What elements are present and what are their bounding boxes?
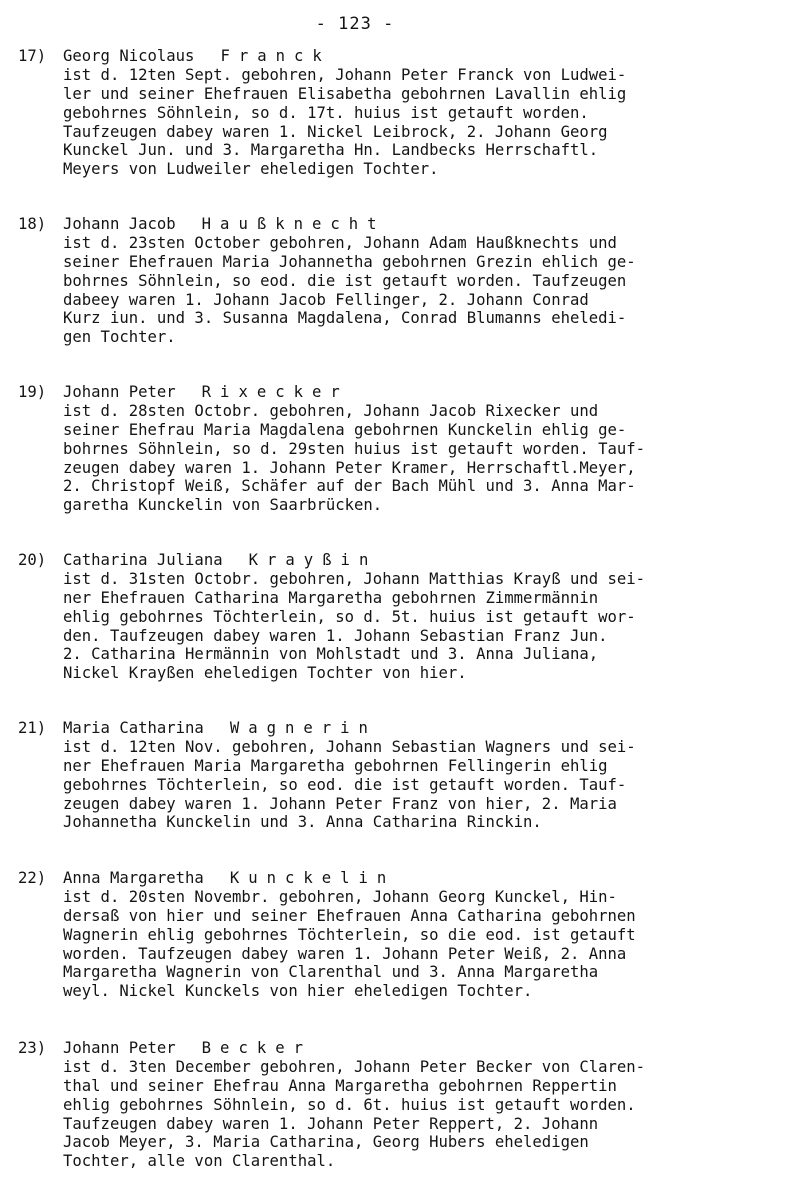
- entry-text: [18, 66, 778, 179]
- entry-number: 20): [18, 551, 47, 569]
- entry-text-line: ner Ehefrauen Maria Margaretha gebohrnen Fellingerin ehlig: [63, 756, 608, 775]
- baptism-entry: [18, 551, 778, 683]
- entry-text-line: dabeey waren 1. Johann Jacob Fellinger, 2. Johann Conrad: [63, 290, 589, 309]
- entry-text-line: ist d. 28sten Octobr. gebohren, Johann Jacob Rixecker und: [63, 401, 599, 420]
- entry-text: [18, 234, 778, 347]
- entry-text-line: Taufzeugen dabey waren 1. Johann Peter Reppert, 2. Johann: [63, 1114, 599, 1133]
- entry-number: 18): [18, 215, 47, 233]
- entry-text-line: ist d. 20sten Novembr. gebohren, Johann Georg Kunckel, Hin-: [63, 887, 617, 906]
- entry-number: 22): [18, 869, 47, 887]
- entry-text-line: gebohrnes Töchterlein, so eod. die ist getauft worden. Tauf-: [63, 775, 627, 794]
- entry-text-line: ehlig gebohrnes Söhnlein, so d. 6t. huius ist getauft worden.: [63, 1095, 636, 1114]
- entry-number: 17): [18, 47, 47, 65]
- entry-text-line: ehlig gebohrnes Töchterlein, so d. 5t. huius ist getauft wor-: [63, 607, 636, 626]
- child-given-names: Anna Margaretha: [63, 869, 204, 887]
- child-surname: Haußknecht: [201, 215, 386, 233]
- entry-text-line: worden. Taufzeugen dabey waren 1. Johann Peter Weiß, 2. Anna: [63, 944, 627, 963]
- entry-text-line: garetha Kunckelin von Saarbrücken.: [63, 496, 383, 515]
- entry-text: [18, 1058, 778, 1171]
- entry-heading: [18, 47, 778, 66]
- baptism-entry: [18, 719, 778, 832]
- child-surname: Krayßin: [248, 551, 378, 569]
- child-given-names: Johann Peter: [63, 1039, 176, 1057]
- entry-text: [18, 402, 778, 515]
- child-surname: Kunckelin: [229, 869, 396, 887]
- baptism-entry: [18, 869, 778, 1001]
- entry-text: [18, 888, 778, 1001]
- entry-text-line: bohrnes Söhnlein, so eod. die ist getauft worden. Taufzeugen: [63, 271, 627, 290]
- entry-text-line: zeugen dabey waren 1. Johann Peter Kramer, Herrschaftl.Meyer,: [63, 458, 636, 477]
- entry-heading: [18, 719, 778, 738]
- entry-text-line: weyl. Nickel Kunckels von hier eheledigen Tochter.: [63, 982, 533, 1001]
- entry-text-line: Taufzeugen dabey waren 1. Nickel Leibrock, 2. Johann Georg: [63, 122, 608, 141]
- entry-text-line: Wagnerin ehlig gebohrnes Töchterlein, so die eod. ist getauft: [63, 925, 636, 944]
- entry-text-line: Tochter, alle von Clarenthal.: [63, 1152, 336, 1171]
- entry-heading: [18, 215, 778, 234]
- entry-text-line: zeugen dabey waren 1. Johann Peter Franz von hier, 2. Maria: [63, 794, 617, 813]
- entry-text-line: Kunckel Jun. und 3. Margaretha Hn. Landbecks Herrschaftl.: [63, 141, 599, 160]
- entry-text: [18, 570, 778, 683]
- entry-text-line: 2. Christopf Weiß, Schäfer auf der Bach Mühl und 3. Anna Mar-: [63, 477, 636, 496]
- entry-heading: [18, 551, 778, 570]
- entry-text-line: ner Ehefrauen Catharina Margaretha gebohrnen Zimmermännin: [63, 588, 599, 607]
- entry-text-line: seiner Ehefrauen Maria Johannetha gebohrnen Grezin ehlich ge-: [63, 252, 636, 271]
- entry-text-line: thal und seiner Ehefrau Anna Margaretha gebohrnen Reppertin: [63, 1076, 617, 1095]
- entry-text-line: ist d. 23sten October gebohren, Johann Adam Haußknechts und: [63, 233, 617, 252]
- entry-text-line: den. Taufzeugen dabey waren 1. Johann Sebastian Franz Jun.: [63, 626, 608, 645]
- entry-text-line: Johannetha Kunckelin und 3. Anna Catharina Rinckin.: [63, 813, 542, 832]
- baptism-entry: [18, 47, 778, 179]
- entry-heading: [18, 869, 778, 888]
- child-given-names: Catharina Juliana: [63, 551, 223, 569]
- entry-number: 23): [18, 1039, 47, 1057]
- entry-number: 19): [18, 383, 47, 401]
- entry-heading: [18, 383, 778, 402]
- child-given-names: Johann Jacob: [63, 215, 176, 233]
- page-number: - 123 -: [315, 14, 395, 34]
- entry-heading: [18, 1039, 778, 1058]
- entry-text-line: gebohrnes Söhnlein, so d. 17t. huius ist getauft worden.: [63, 103, 589, 122]
- entry-text-line: Nickel Krayßen eheledigen Tochter von hier.: [63, 664, 467, 683]
- entry-text-line: ist d. 12ten Sept. gebohren, Johann Peter Franck von Ludwei-: [63, 65, 627, 84]
- entry-text-line: ist d. 31sten Octobr. gebohren, Johann Matthias Krayß und sei-: [63, 569, 646, 588]
- baptism-entry: [18, 1039, 778, 1171]
- child-surname: Wagnerin: [229, 719, 377, 737]
- baptism-entry: [18, 215, 778, 347]
- entry-text-line: Kurz iun. und 3. Susanna Magdalena, Conrad Blumanns eheledi-: [63, 309, 627, 328]
- baptism-entry: [18, 383, 778, 515]
- entry-text-line: bohrnes Söhnlein, so d. 29sten huius ist getauft worden. Tauf-: [63, 439, 646, 458]
- entry-text-line: ist d. 12ten Nov. gebohren, Johann Sebastian Wagners und sei-: [63, 737, 636, 756]
- entry-text-line: dersaß von hier und seiner Ehefrauen Anna Catharina gebohrnen: [63, 906, 636, 925]
- entry-text-line: ist d. 3ten December gebohren, Johann Peter Becker von Claren-: [63, 1057, 646, 1076]
- child-given-names: Georg Nicolaus: [63, 47, 195, 65]
- child-surname: Rixecker: [201, 383, 349, 401]
- entry-text-line: gen Tochter.: [63, 328, 176, 347]
- child-surname: Becker: [201, 1039, 313, 1057]
- entry-text-line: Margaretha Wagnerin von Clarenthal und 3. Anna Margaretha: [63, 963, 599, 982]
- entry-text-line: seiner Ehefrau Maria Magdalena gebohrnen Kunckelin ehlig ge-: [63, 420, 627, 439]
- child-given-names: Johann Peter: [63, 383, 176, 401]
- entry-number: 21): [18, 719, 47, 737]
- entry-text-line: ler und seiner Ehefrauen Elisabetha gebohrnen Lavallin ehlig: [63, 84, 627, 103]
- entry-text-line: Meyers von Ludweiler eheledigen Tochter.: [63, 160, 439, 179]
- child-surname: Franck: [220, 47, 331, 65]
- child-given-names: Maria Catharina: [63, 719, 204, 737]
- entry-text: [18, 738, 778, 832]
- entry-text-line: 2. Catharina Hermännin von Mohlstadt und 3. Anna Juliana,: [63, 645, 599, 664]
- entry-text-line: Jacob Meyer, 3. Maria Catharina, Georg Hubers eheledigen: [63, 1133, 589, 1152]
